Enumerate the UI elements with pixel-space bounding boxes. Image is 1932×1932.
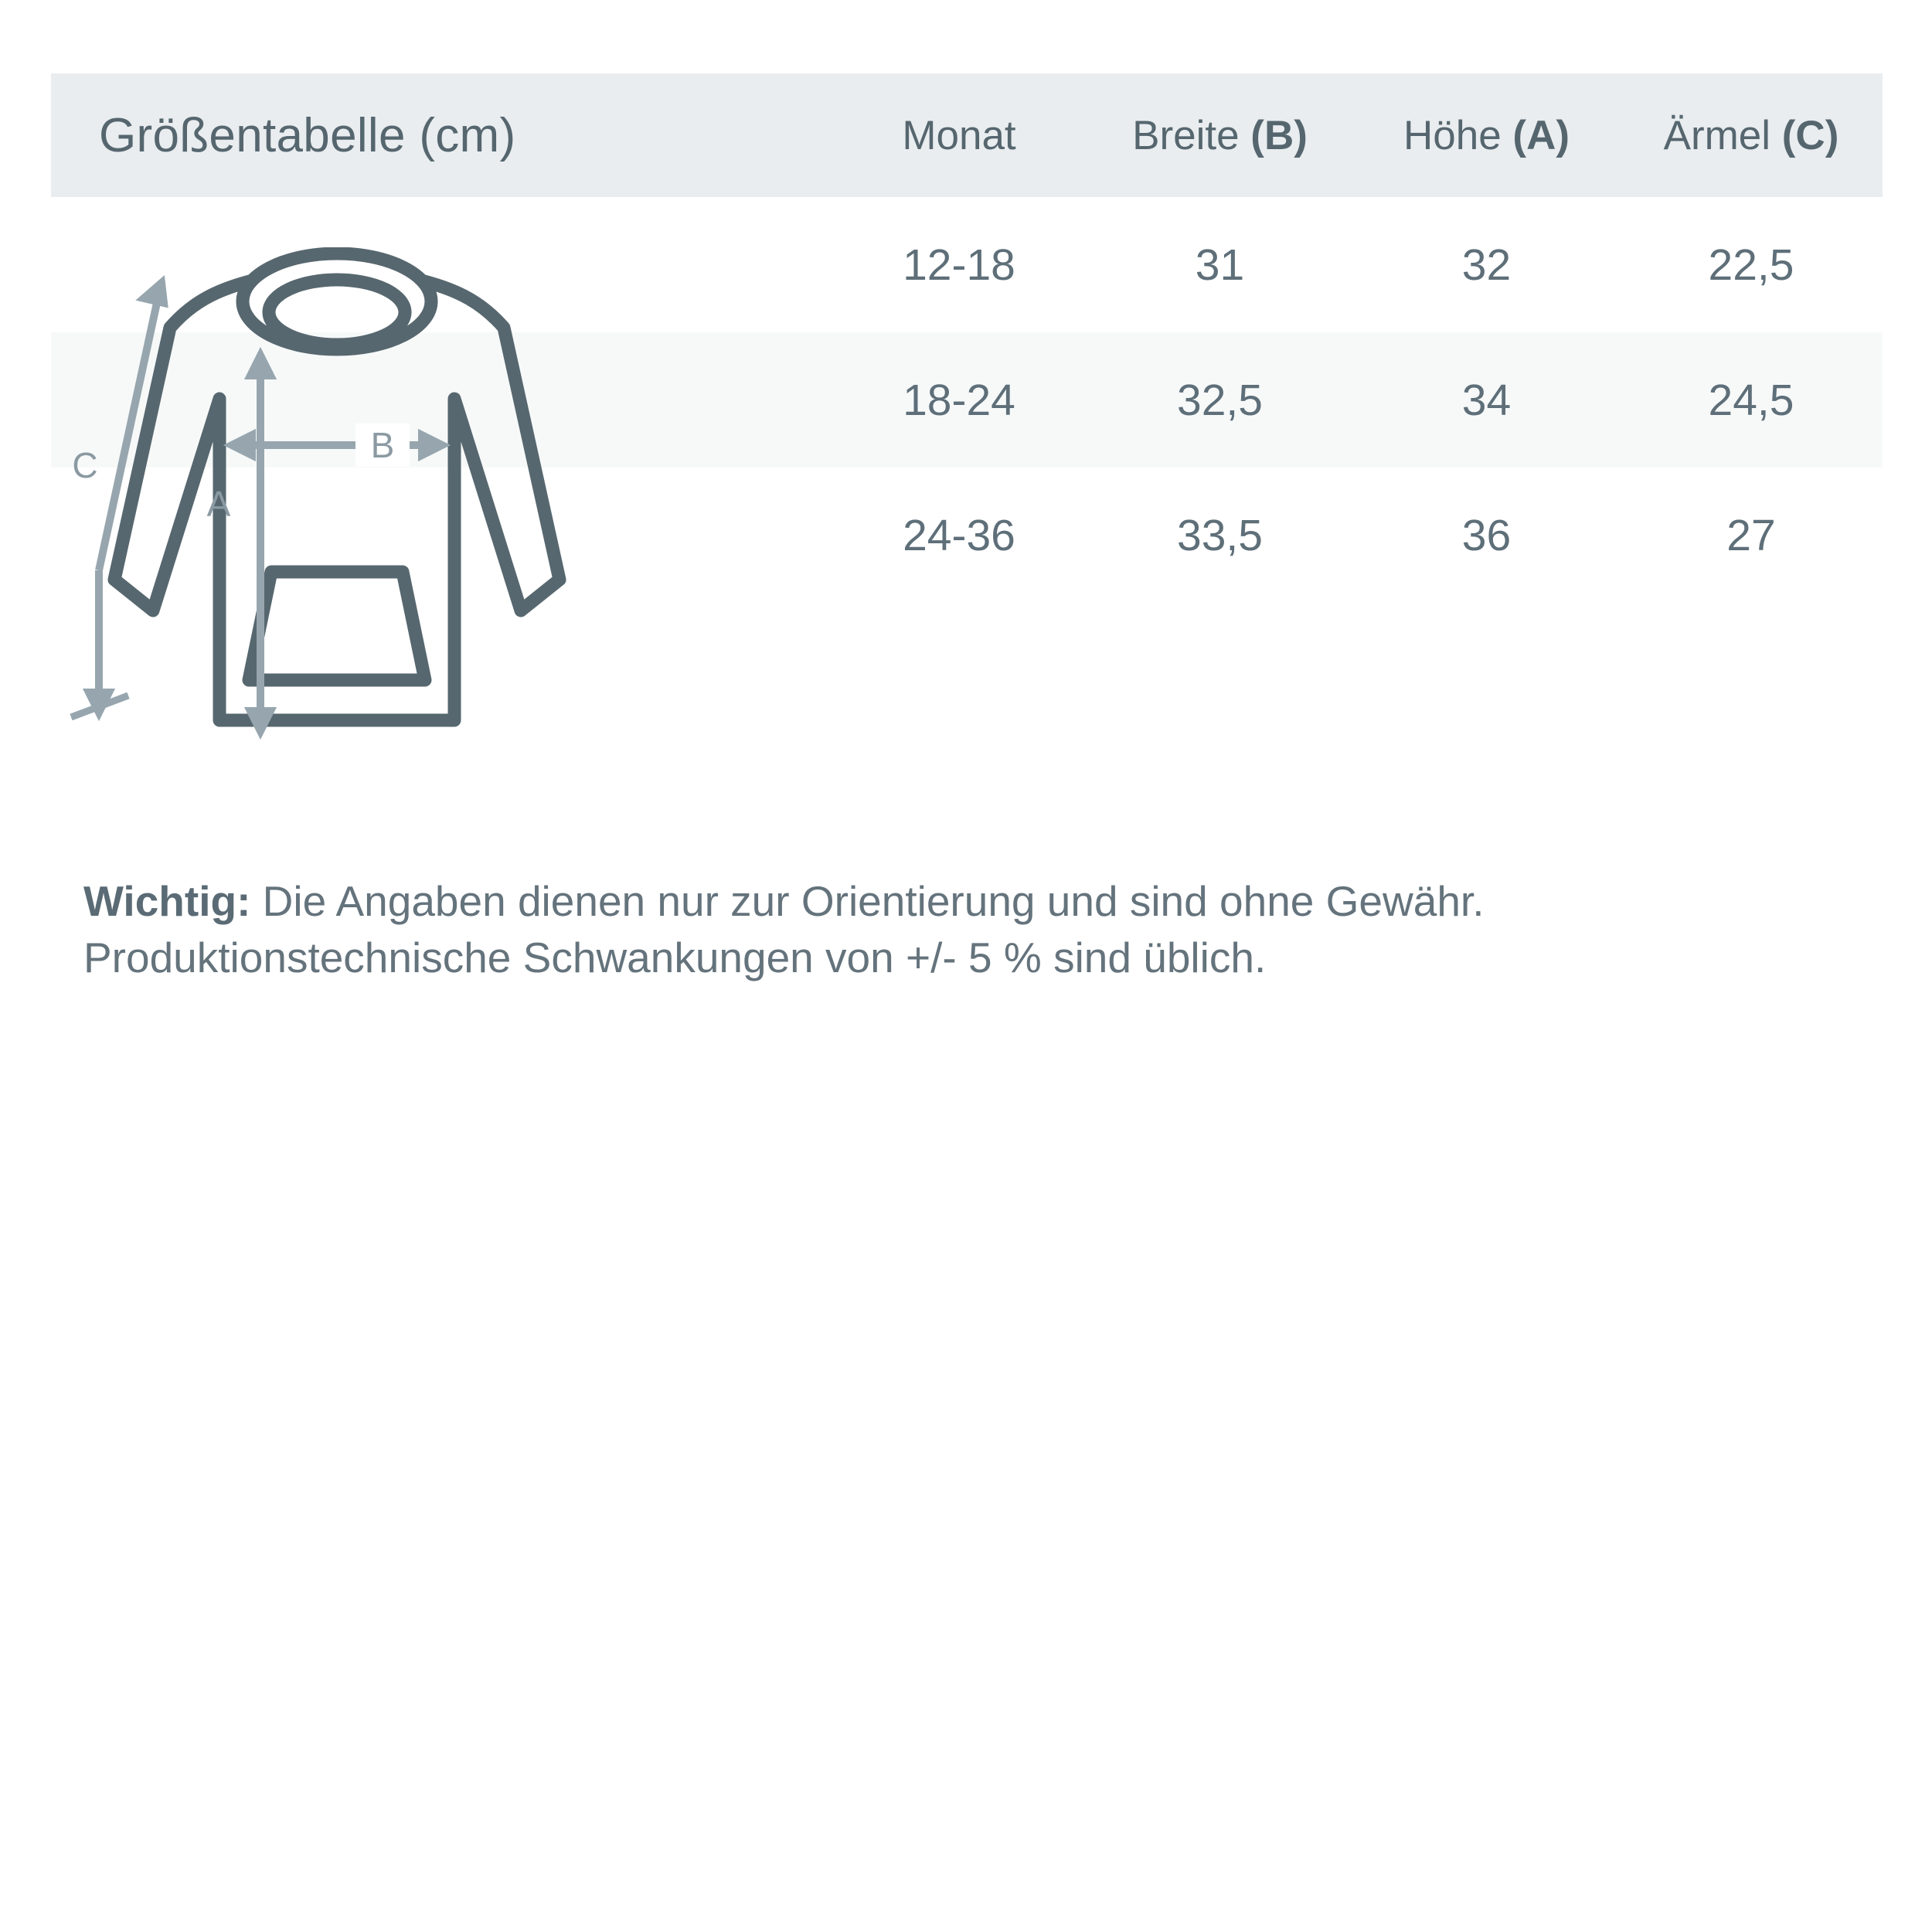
- hoodie-diagram-svg: [68, 247, 779, 804]
- hoodie-illustration: [68, 247, 779, 804]
- cell-height: 32: [1461, 240, 1512, 290]
- size-table-title: Größentabelle (cm): [99, 108, 516, 162]
- width-arrow-head-right: [422, 435, 442, 455]
- height-arrow-head-top: [250, 355, 270, 376]
- cell-width: 32,5: [1177, 375, 1263, 425]
- hoodie-outline: [114, 253, 560, 720]
- table-header: [51, 73, 1883, 197]
- column-header-height: [1353, 73, 1620, 197]
- column-header-sleeve: [1620, 73, 1883, 197]
- column-header-width-label: Breite: [1132, 112, 1251, 158]
- cell-height: 36: [1461, 510, 1512, 560]
- disclaimer-note: [83, 873, 1845, 986]
- cell-month: 12-18: [903, 240, 1015, 290]
- table-header-row: [51, 73, 1883, 197]
- column-header-height-code: (A): [1512, 112, 1570, 158]
- hoodie-pocket: [249, 572, 425, 680]
- cell-sleeve: 27: [1726, 510, 1776, 560]
- cell-width: 31: [1195, 240, 1245, 290]
- column-header-month-label: Monat: [902, 112, 1016, 158]
- sleeve-arrow-head-top: [144, 283, 164, 303]
- column-header-width-code: (B): [1250, 112, 1308, 158]
- height-arrow-head-bottom: [250, 711, 270, 731]
- disclaimer-text: Die Angaben dienen nur zur Orientierung und sind ohne Gewähr. Produktionstechnische Schwankungen von +/- 5 % sind üblich.: [83, 877, 1485, 982]
- cell-sleeve: 24,5: [1708, 375, 1794, 425]
- disclaimer-lead: Wichtig:: [83, 877, 251, 925]
- column-header-width: [1087, 73, 1353, 197]
- cell-width: 33,5: [1177, 510, 1263, 560]
- cell-height: 34: [1461, 375, 1512, 425]
- column-header-height-label: Höhe: [1403, 112, 1513, 158]
- label-height-a: A: [206, 484, 231, 524]
- label-sleeve-c: C: [72, 445, 98, 485]
- cell-sleeve: 22,5: [1708, 240, 1794, 290]
- cell-month: 18-24: [903, 375, 1015, 425]
- hood-inner: [269, 280, 405, 345]
- column-header-sleeve-code: (C): [1781, 112, 1839, 158]
- cell-month: 24-36: [903, 510, 1015, 560]
- label-width-b: B: [370, 425, 395, 465]
- column-header-sleeve-label: Ärmel: [1663, 112, 1782, 158]
- column-header-month: [832, 73, 1087, 197]
- width-arrow-head-left: [232, 435, 252, 455]
